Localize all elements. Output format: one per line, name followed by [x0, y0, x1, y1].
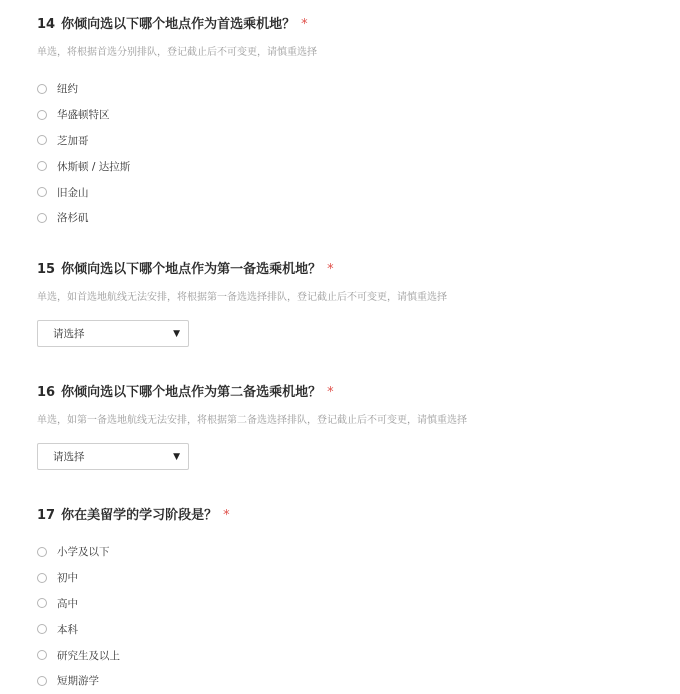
radio-option-graduate-or-above[interactable] — [37, 642, 660, 668]
option-label: 芝加哥 — [57, 134, 89, 147]
radio-button[interactable] — [37, 650, 47, 660]
radio-option-new-york[interactable] — [37, 76, 660, 102]
radio-option-undergraduate[interactable] — [37, 616, 660, 642]
option-label: 纽约 — [57, 83, 78, 96]
question-title — [37, 16, 660, 34]
radio-button[interactable] — [37, 84, 47, 94]
radio-button[interactable] — [37, 624, 47, 634]
option-label: 小学及以下 — [57, 546, 110, 559]
option-label: 华盛顿特区 — [57, 109, 110, 122]
radio-button[interactable] — [37, 161, 47, 171]
radio-option-chicago[interactable] — [37, 128, 660, 154]
caret-down-icon: ▼ — [173, 328, 180, 339]
option-label: 洛杉矶 — [57, 212, 89, 225]
option-label: 短期游学 — [57, 675, 99, 688]
question-number: 16 — [37, 385, 56, 400]
required-asterisk: * — [327, 385, 334, 400]
question-number: 17 — [37, 508, 56, 523]
option-label: 休斯顿 / 达拉斯 — [57, 160, 131, 173]
radio-option-los-angeles[interactable] — [37, 205, 660, 231]
radio-button[interactable] — [37, 135, 47, 145]
radio-option-san-francisco[interactable] — [37, 179, 660, 205]
radio-option-houston-dallas[interactable] — [37, 153, 660, 179]
radio-button[interactable] — [37, 598, 47, 608]
question-text: 你倾向选以下哪个地点作为第一备选乘机地？ — [61, 262, 322, 277]
question-16 — [37, 384, 660, 470]
radio-option-short-term-study[interactable] — [37, 668, 660, 694]
radio-button[interactable] — [37, 676, 47, 686]
question-description: 单选，将根据首选分别排队，登记截止后不可变更，请慎重选择 — [37, 47, 317, 58]
option-label: 高中 — [57, 597, 78, 610]
radio-button[interactable] — [37, 547, 47, 557]
first-alternate-select[interactable] — [37, 320, 189, 347]
question-title — [37, 384, 660, 402]
question-text: 你倾向选以下哪个地点作为第二备选乘机地？ — [61, 385, 322, 400]
second-alternate-select[interactable] — [37, 443, 189, 470]
radio-button[interactable] — [37, 213, 47, 223]
required-asterisk: * — [301, 17, 308, 32]
question-text: 你倾向选以下哪个地点作为首选乘机地？ — [61, 17, 296, 32]
radio-button[interactable] — [37, 110, 47, 120]
required-asterisk: * — [327, 262, 334, 277]
question-17 — [37, 507, 660, 694]
option-label: 研究生及以上 — [57, 649, 120, 662]
question-description: 单选，如首选地航线无法安排，将根据第一备选选择排队，登记截止后不可变更，请慎重选择 — [37, 292, 447, 303]
question-number: 15 — [37, 262, 56, 277]
radio-button[interactable] — [37, 573, 47, 583]
option-label: 初中 — [57, 572, 78, 585]
radio-button[interactable] — [37, 187, 47, 197]
question-15 — [37, 261, 660, 347]
radio-group — [37, 539, 660, 694]
required-asterisk: * — [223, 508, 230, 523]
option-label: 本科 — [57, 623, 78, 636]
radio-option-washington-dc[interactable] — [37, 102, 660, 128]
question-title — [37, 261, 660, 279]
question-14 — [37, 16, 660, 231]
radio-group — [37, 76, 660, 231]
question-title — [37, 507, 660, 525]
radio-option-primary-or-below[interactable] — [37, 539, 660, 565]
question-description: 单选，如第一备选地航线无法安排，将根据第二备选选择排队，登记截止后不可变更，请慎重选择 — [37, 415, 467, 426]
radio-option-middle-school[interactable] — [37, 565, 660, 591]
select-value: 请选择 — [53, 451, 85, 463]
radio-option-high-school[interactable] — [37, 591, 660, 617]
question-text: 你在美留学的学习阶段是？ — [61, 508, 218, 523]
caret-down-icon: ▼ — [173, 451, 180, 462]
select-value: 请选择 — [53, 328, 85, 340]
option-label: 旧金山 — [57, 186, 89, 199]
question-number: 14 — [37, 17, 56, 32]
